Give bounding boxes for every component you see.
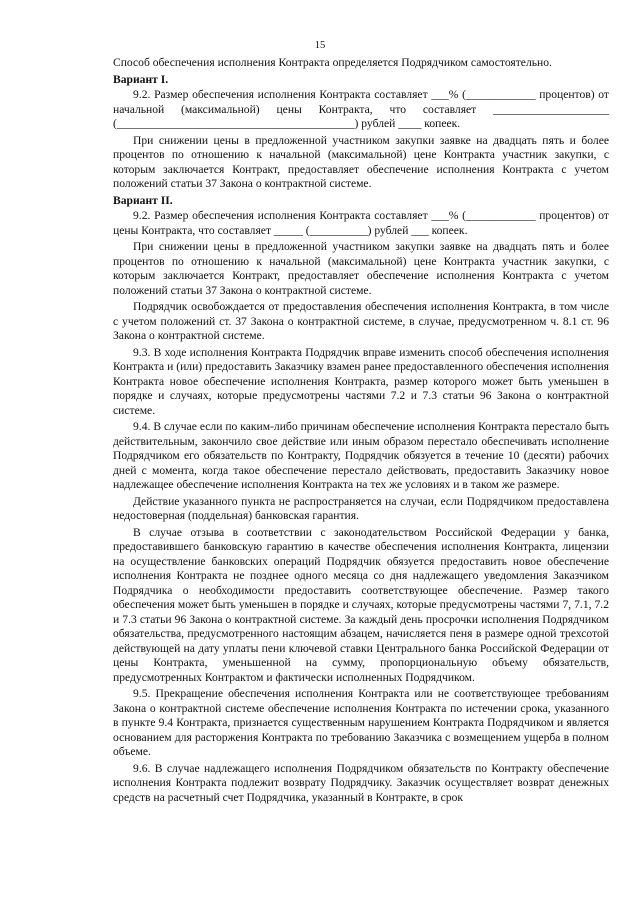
paragraph-9-5: 9.5. Прекращение обеспечения исполнения Контракта или не соответствующее требованиям Закона о контрактной системе обеспечение исполнения Контракта по истечении срока, указанного в пункте 9.4 Контракта, признается существенным нарушением Контракта Подрядчиком и является основанием для расторжения Контракта по требованию Заказчика с возмещением ущерба в полном объеме. — [113, 687, 609, 758]
paragraph-9-3: 9.3. В ходе исполнения Контракта Подрядчик вправе изменить способ обеспечения исполнения Контракта и (или) предоставить Заказчику взамен ранее предоставленного обеспечения исполнения Контракта новое обеспечение исполнения Контракта, размер которого может быть уменьшен в порядке и случаях, которые предусмотрены частями 7.2 и 7.3 статьи 96 Закона о контрактной системе. — [113, 345, 609, 417]
paragraph-license-revocation: В случае отзыва в соответствии с законодательством Российской Федерации у банка, предоставившего банковскую гарантию в качестве обеспечения исполнения Контракта, лицензии на осуществление банковских операций Подрядчик обязуется предоставить новое обеспечение исполнения Контракта не позднее одного месяца со дня надлежащего уведомления Заказчиком Подрядчика о необходимости предоставить соответствующее обеспечение. Размер такого обеспечения может быть уменьшен в порядке и случаях, которые предусмотрены частями 7, 7.1, 7.2 и 7.3 статьи 96 Закона о контрактной системе. За каждый день просрочки исполнения Подрядчиком обязательства, предусмотренного настоящим абзацем, начисляется пеня в размере одной трехсотой действующей на дату уплаты пени ключевой ставки Центрального банка Российской Федерации от цены Контракта, уменьшенной на сумму, пропорциональную объему обязательств, предусмотренных Контрактом и фактически исполненных Подрядчиком. — [113, 525, 609, 684]
paragraph-price-reduction-variant-2: При снижении цены в предложенной участником закупки заявке на двадцать пять и более процентов по отношению к начальной (максимальной) цене Контракта участник закупки, с которым заключается Контракт, предоставляет обеспечение исполнения Контракта с учетом положений статьи 37 Закона о контрактной системе. — [113, 240, 609, 297]
paragraph-price-reduction-variant-1: При снижении цены в предложенной участником закупки заявке на двадцать пять и более процентов по отношению к начальной (максимальной) цене Контракта участник закупки, с которым заключается Контракт, предоставляет обеспечение исполнения Контракта с учетом положений статьи 37 Закона о контрактной системе. — [113, 133, 609, 190]
paragraph-9-4: 9.4. В случае если по каким-либо причинам обеспечение исполнения Контракта перестало быть действительным, закончило свое действие или иным образом перестало обеспечивать исполнение Подрядчиком его обязательств по Контракту, Подрядчик обязуется в течение 10 (десяти) рабочих дней с момента, когда такое обеспечение перестало действовать, предоставить Заказчику новое надлежащее обеспечение исполнения Контракта на тех же условиях и в таком же размере. — [113, 420, 609, 491]
heading-variant-2: Вариант II. — [113, 193, 173, 207]
paragraph-method-note: Способ обеспечения исполнения Контракта определяется Подрядчиком самостоятельно. — [113, 56, 552, 69]
page-number: 15 — [314, 40, 326, 51]
heading-variant-1: Вариант I. — [113, 72, 169, 86]
paragraph-9-6: 9.6. В случае надлежащего исполнения Подрядчиком обязательств по Контракту обеспечение исполнения Контракта подлежит возврату Подрядчику. Заказчик осуществляет возврат денежных средств на расчетный счет Подрядчика, указанный в Контракте, в срок — [113, 761, 609, 804]
paragraph-9-2-variant-2: 9.2. Размер обеспечения исполнения Контракта составляет ___% (____________ процентов) от цены Контракта, что составляет _____ (__________) рублей ___ копеек. — [113, 209, 609, 237]
paragraph-exemption: Подрядчик освобождается от предоставления обеспечения исполнения Контракта, в том числе с учетом положений ст. 37 Закона о контрактной системе, в случае, предусмотренном ч. 8.1 ст. 96 Закона о контрактной системе. — [113, 300, 609, 342]
paragraph-forged-guarantee: Действие указанного пункта не распространяется на случаи, если Подрядчиком предоставлена недостоверная (поддельная) банковская гарантия. — [113, 494, 609, 522]
paragraph-9-2-variant-1: 9.2. Размер обеспечения исполнения Контракта составляет ___% (____________ процентов) от начальной (максимальной) цены Контракта, что составляет ____________________ (_________________________________________) рублей ____ копеек. — [113, 88, 609, 130]
document-body — [113, 56, 609, 807]
